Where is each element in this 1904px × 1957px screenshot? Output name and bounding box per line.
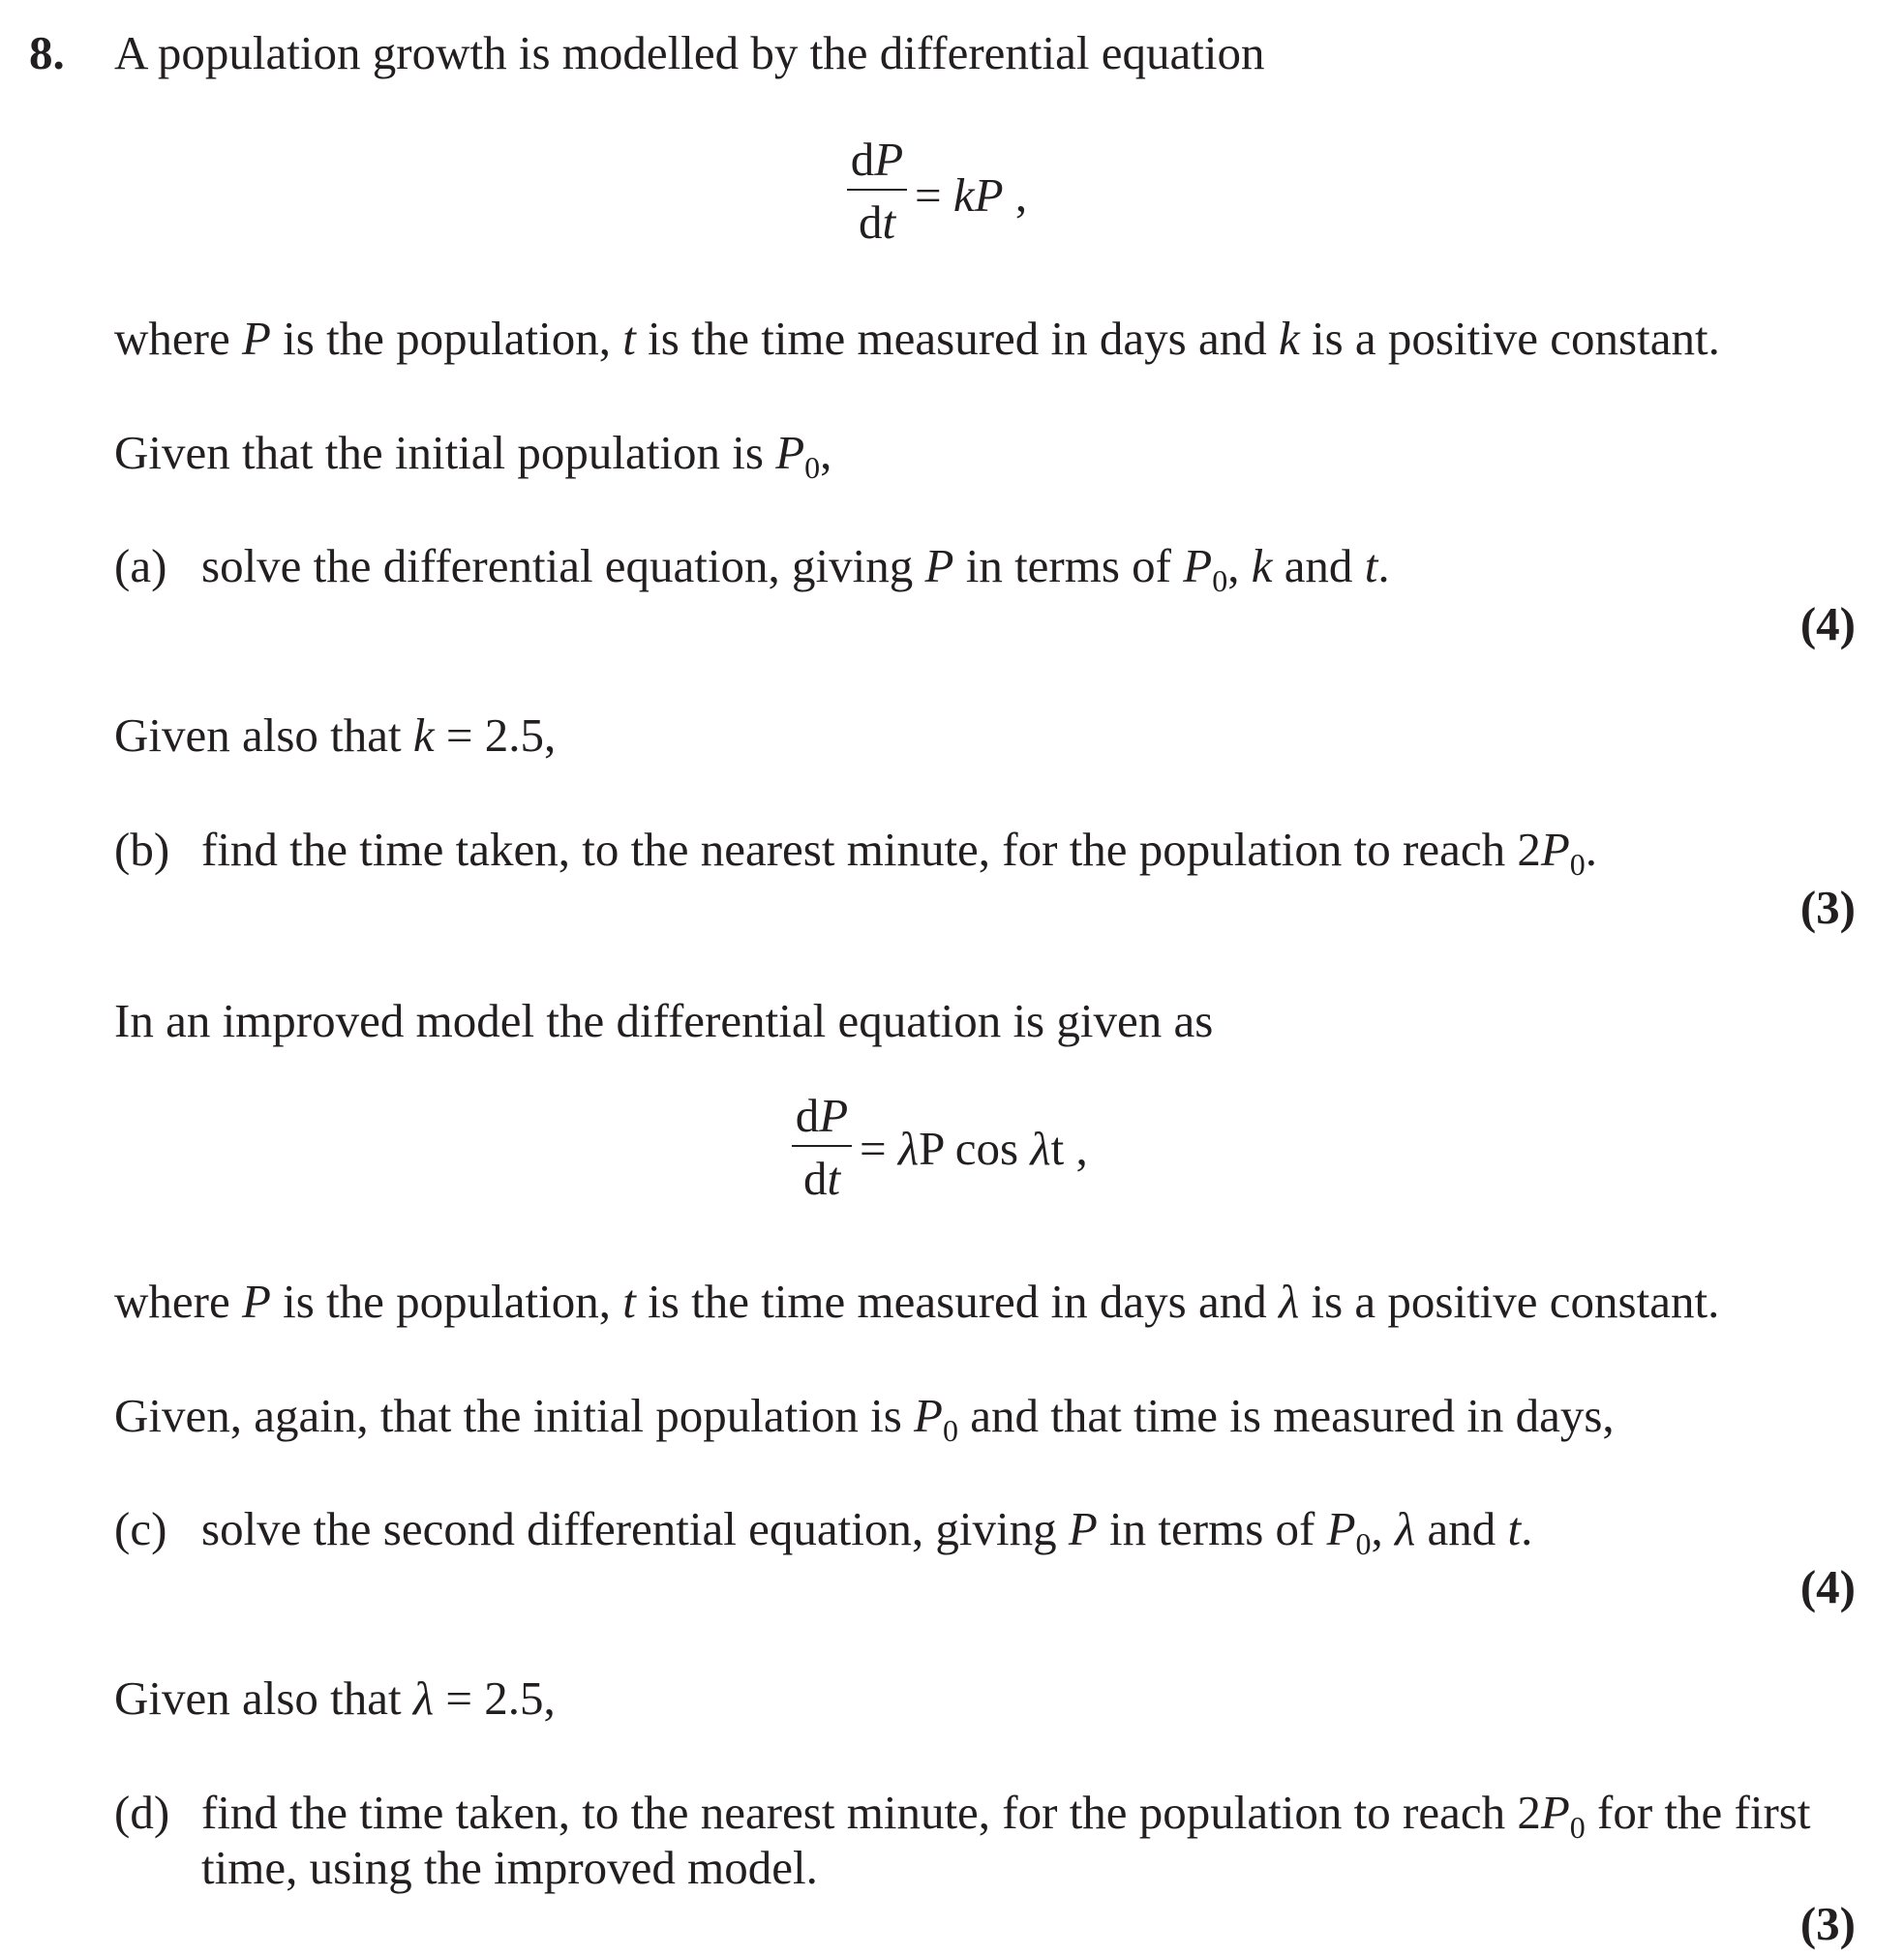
- equation-1-denominator: dt: [858, 196, 896, 249]
- part-d-marks: (3): [1799, 1897, 1856, 1950]
- equation-2-fraction: [792, 1089, 852, 1205]
- equation-1-fraction: [847, 133, 907, 249]
- equation-2-rhs: = λP cos λt ,: [860, 1122, 1088, 1175]
- part-d: [114, 1786, 1811, 1845]
- part-a-text: solve the differential equation, giving P in terms of $P_0$, k and t.: [201, 539, 1390, 598]
- part-b: [114, 823, 1598, 882]
- question-number: 8.: [29, 26, 65, 79]
- part-d-text-line-1: find the time taken, to the nearest minute, for the population to reach $2P_0$ for the first: [201, 1786, 1811, 1845]
- where-text-2: where P is the population, t is the time measured in days and λ is a positive constant.: [114, 1275, 1720, 1328]
- part-b-marks: (3): [1799, 881, 1856, 934]
- part-c-text: solve the second differential equation, giving P in terms of $P_0$, λ and t.: [201, 1502, 1533, 1561]
- equation-1-numerator: dP: [850, 133, 904, 186]
- part-d-label: (d): [114, 1786, 170, 1839]
- part-d-text-line-2: time, using the improved model.: [201, 1841, 818, 1894]
- part-a: [114, 539, 1390, 598]
- improved-model-text: In an improved model the differential equation is given as: [114, 994, 1214, 1047]
- given-initial-population: Given that the initial population is $P_0$,: [114, 426, 832, 485]
- part-b-text: find the time taken, to the nearest minute, for the population to reach $2P_0$.: [201, 823, 1598, 882]
- part-c-label: (c): [114, 1502, 167, 1555]
- part-a-marks: (4): [1799, 597, 1856, 650]
- part-b-label: (b): [114, 823, 170, 876]
- given-k-value: Given also that k = 2.5,: [114, 708, 557, 762]
- equation-2-denominator: dt: [802, 1152, 841, 1205]
- part-c: [114, 1502, 1533, 1561]
- given-again-text: Given, again, that the initial population is $P_0$ and that time is measured in days,: [114, 1389, 1615, 1448]
- given-lambda-value: Given also that λ = 2.5,: [114, 1671, 556, 1725]
- equation-2-numerator: dP: [795, 1089, 849, 1142]
- part-c-marks: (4): [1799, 1560, 1856, 1613]
- equation-1-rhs: = kP ,: [915, 168, 1028, 222]
- where-text-1: where P is the population, t is the time measured in days and k is a positive constant.: [114, 312, 1720, 365]
- part-a-label: (a): [114, 539, 167, 592]
- intro-text: A population growth is modelled by the differential equation: [114, 26, 1265, 79]
